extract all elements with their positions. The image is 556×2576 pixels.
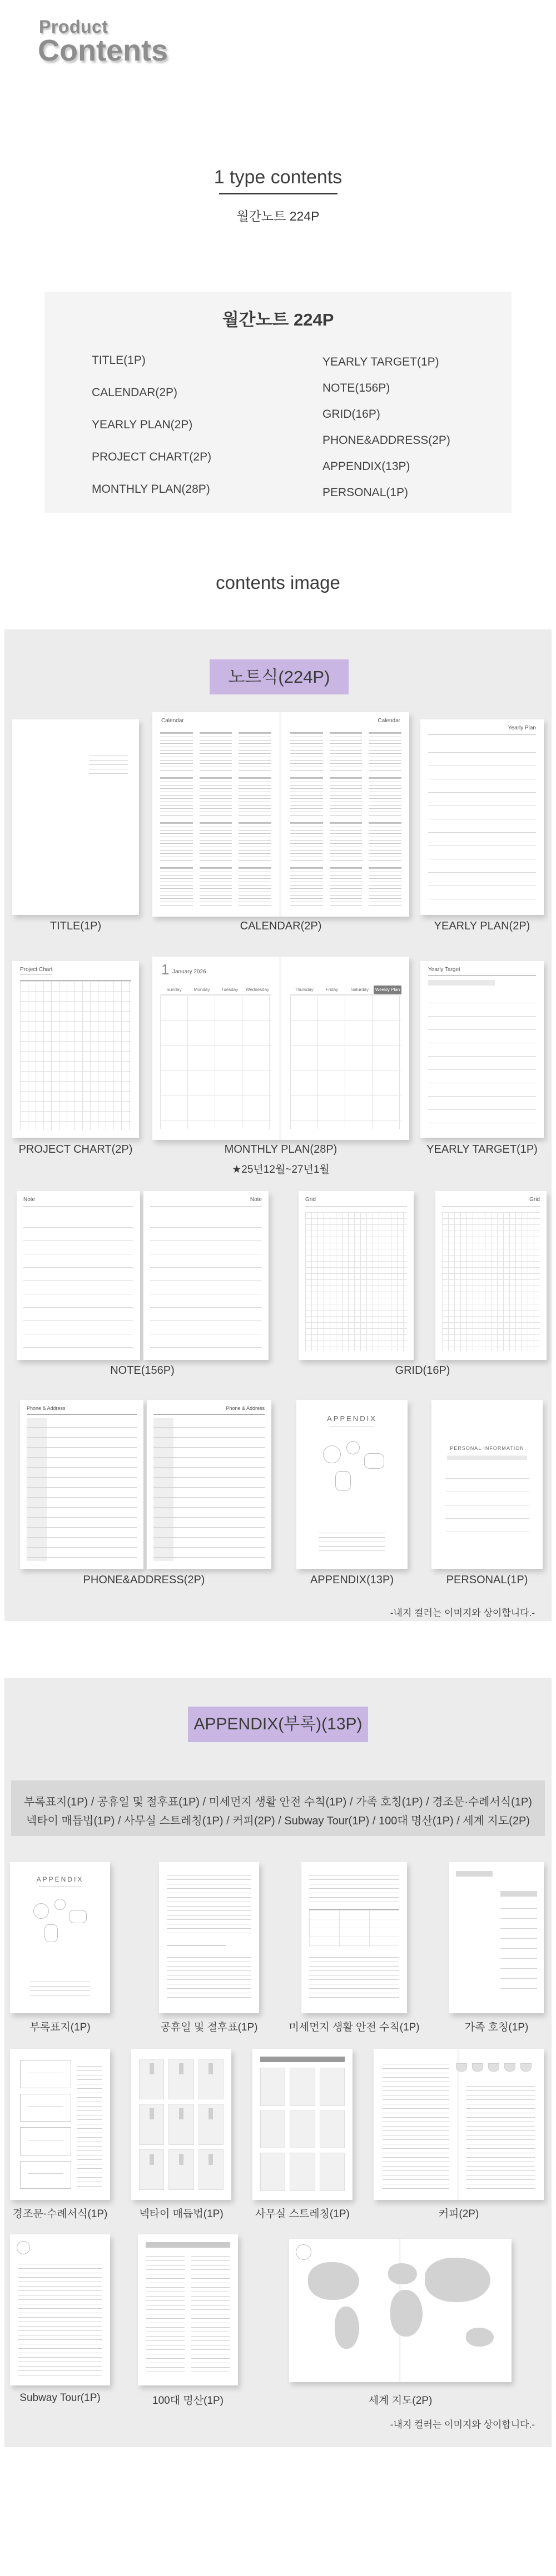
dense-text <box>167 1871 251 1937</box>
rule <box>167 1945 226 1946</box>
cover-doodle-icon <box>44 1924 58 1942</box>
caption-stretching: 사무실 스트레칭(1P) <box>255 2208 350 2220</box>
yearly-target-label: Yearly Target <box>428 967 460 973</box>
mini-month-grid <box>290 732 401 906</box>
chart-grid <box>20 980 131 1130</box>
necktie-step <box>198 2149 224 2190</box>
weekday: Tuesday <box>216 986 244 994</box>
table-header <box>146 2242 230 2248</box>
contents-list-left <box>92 354 211 515</box>
thumb-100-mountains <box>138 2234 238 2385</box>
stretch-step <box>290 2110 315 2149</box>
table-rows <box>27 1418 137 1561</box>
caption-grid: GRID(16P) <box>395 1364 450 1377</box>
caption-ceremony: 경조문·수례서식(1P) <box>12 2208 108 2220</box>
caption-phone: PHONE&ADDRESS(2P) <box>83 1574 205 1586</box>
weekly-plan-tab: Weekly Plan <box>374 986 401 994</box>
map-continent-shape <box>388 2263 417 2284</box>
necktie-step <box>168 2149 193 2190</box>
necktie-step <box>139 2104 164 2144</box>
thumb-stretching <box>252 2049 353 2200</box>
envelope-icon <box>20 2060 71 2088</box>
calendar-page-label: Calendar <box>378 718 400 724</box>
personal-label: PERSONAL INFORMATION <box>450 1445 524 1451</box>
thumb-world-map <box>289 2239 512 2382</box>
contents-summary-box <box>44 292 512 513</box>
table-header <box>500 1891 537 1897</box>
list-item: TITLE(1P) <box>92 354 146 367</box>
grid-label: Grid <box>305 1197 316 1203</box>
table-header <box>456 1871 493 1877</box>
envelope-icon <box>20 2127 71 2155</box>
stretch-step <box>320 2110 345 2149</box>
page-gutter <box>280 712 282 917</box>
dense-text <box>309 1871 399 1902</box>
list-item: CALENDAR(2P) <box>92 386 178 399</box>
coffee-cup-icon <box>520 2063 532 2072</box>
stretch-step <box>260 2068 285 2106</box>
cover-doodle-icon <box>323 1445 341 1463</box>
coffee-cup-icon <box>504 2063 515 2072</box>
month-grid <box>160 996 271 1129</box>
map-continent-shape <box>425 2258 490 2302</box>
phone-label: Phone & Address <box>226 1405 265 1411</box>
caption-subway: Subway Tour(1P) <box>19 2392 101 2404</box>
necktie-step <box>139 2059 164 2099</box>
note-label: Note <box>23 1197 36 1203</box>
list-item: YEARLY PLAN(2P) <box>92 418 193 431</box>
thumb-coffee-spread <box>374 2049 544 2200</box>
title-page-text-block <box>89 752 128 777</box>
necktie-step <box>139 2149 164 2190</box>
calendar-page-label: Calendar <box>161 718 184 724</box>
table-rows <box>500 1899 537 1991</box>
ruled-lines <box>23 1214 133 1351</box>
map-stamp-icon <box>296 2244 311 2260</box>
thumb-necktie <box>131 2049 231 2200</box>
stretch-step <box>290 2068 315 2106</box>
caption-mountains: 100대 명산(1P) <box>152 2395 224 2407</box>
note-style-panel <box>4 629 552 1621</box>
thumb-note-left <box>17 1191 140 1360</box>
cover-doodle-icon <box>69 1910 87 1923</box>
dense-text <box>191 2252 230 2375</box>
dense-text <box>167 1953 251 2000</box>
thumb-phone-left <box>20 1400 143 1569</box>
caption-holidays: 공휴일 및 절후표(1P) <box>160 2022 258 2033</box>
caption-worldmap: 세계 지도(2P) <box>368 2395 433 2407</box>
thumb-appendix-title <box>10 1862 110 2013</box>
rules-table <box>309 1909 399 1947</box>
cover-doodle-icon <box>335 1471 351 1491</box>
list-item: PERSONAL(1P) <box>322 486 409 499</box>
project-chart-label: Project Chart <box>20 967 52 974</box>
stretch-step <box>260 2153 285 2191</box>
thumb-ceremony-forms <box>10 2049 110 2200</box>
dense-text <box>309 1953 399 2000</box>
appendix-badge: APPENDIX(부록)(13P) <box>188 1707 368 1742</box>
dense-text <box>146 2252 185 2375</box>
dense-text <box>383 2060 449 2189</box>
panel-footnote: -내지 컬러는 이미지와 상이합니다.- <box>390 2419 535 2430</box>
page-gutter <box>280 957 282 1140</box>
appendix-panel <box>4 1678 552 2447</box>
cover-doodle-icon <box>33 1903 49 1919</box>
stretch-step <box>320 2068 345 2106</box>
contents-box-title: 월간노트 224P <box>222 310 334 329</box>
envelope-list <box>20 2060 71 2189</box>
panel-footnote: -내지 컬러는 이미지와 상이합니다.- <box>390 1608 535 1618</box>
appendix-cover-label: APPENDIX <box>36 1875 84 1883</box>
ruled-lines <box>150 1214 262 1351</box>
thumb-subway-tour <box>10 2234 110 2385</box>
thumb-family-titles <box>449 1862 544 2013</box>
weekday-header-left <box>160 986 271 994</box>
necktie-step <box>198 2104 224 2144</box>
mini-month-grid <box>160 732 271 906</box>
grid-pattern <box>442 1212 540 1351</box>
type-section-subtitle: 월간노트 224P <box>236 209 320 223</box>
caption-yearly-target: YEARLY TARGET(1P) <box>426 1143 538 1156</box>
table-rows <box>153 1418 265 1561</box>
coffee-cup-icon <box>456 2063 467 2072</box>
caption-monthly-range: ★25년12월~27년1월 <box>232 1164 330 1176</box>
necktie-step <box>168 2059 193 2099</box>
type-section-title: 1 type contents <box>214 167 342 188</box>
list-item: GRID(16P) <box>322 408 380 421</box>
thumb-yearly-plan <box>420 719 544 915</box>
map-continent-shape <box>390 2290 423 2337</box>
list-item: PHONE&ADDRESS(2P) <box>322 434 450 447</box>
ruled-lines <box>428 990 536 1129</box>
appendix-cover-label: APPENDIX <box>327 1414 377 1423</box>
map-continent-shape <box>308 2262 359 2300</box>
map-continent-shape <box>466 2328 494 2347</box>
page-header-band <box>260 2057 345 2062</box>
cover-text-block <box>319 1529 385 1552</box>
coffee-cup-icon <box>488 2063 499 2072</box>
envelope-icon <box>20 2094 71 2122</box>
thumb-phone-right <box>147 1400 271 1569</box>
coffee-cup-row <box>456 2063 532 2072</box>
stretch-step <box>290 2153 315 2191</box>
month-number: 1 <box>161 961 170 978</box>
note-label: Note <box>250 1197 262 1203</box>
thumb-yearly-target <box>420 961 544 1138</box>
caption-necktie: 넥타이 매듭법(1P) <box>139 2208 224 2220</box>
weekday: Sunday <box>160 986 188 994</box>
weekday-header-right <box>290 986 401 994</box>
contents-list-right <box>322 356 450 512</box>
thumb-grid-right <box>435 1191 547 1360</box>
note-style-badge: 노트식(224P) <box>210 659 349 694</box>
rule <box>153 1414 265 1415</box>
caption-monthly-plan: MONTHLY PLAN(28P) <box>224 1143 337 1156</box>
thumb-monthly-plan <box>152 957 409 1140</box>
weekday: Friday <box>318 986 346 994</box>
subtitle-bar <box>447 1455 527 1460</box>
necktie-step <box>168 2104 193 2144</box>
stretching-grid <box>260 2068 345 2191</box>
thumb-note-right <box>143 1191 269 1360</box>
dense-text <box>18 2260 102 2375</box>
caption-appendix: APPENDIX(13P) <box>310 1574 394 1586</box>
thumb-project-chart <box>12 961 139 1138</box>
list-item: PROJECT CHART(2P) <box>92 451 212 463</box>
thumb-dust-rules <box>301 1862 407 2013</box>
thumb-holidays <box>159 1862 259 2013</box>
caption-yearly-plan: YEARLY PLAN(2P) <box>434 920 530 932</box>
type-section-underline <box>219 193 337 194</box>
map-continent-shape <box>335 2307 359 2349</box>
grid-label: Grid <box>529 1197 540 1203</box>
caption-dust: 미세먼지 생활 안전 수칙(1P) <box>289 2022 420 2033</box>
grid-pattern <box>305 1212 407 1351</box>
thumb-calendar-spread <box>152 712 409 917</box>
thumb-title-page <box>12 719 139 915</box>
page-title: Contents <box>38 34 168 67</box>
rule <box>27 1414 137 1415</box>
weekday: Saturday <box>346 986 374 994</box>
caption-calendar: CALENDAR(2P) <box>240 920 322 932</box>
header-kicker: Product <box>39 17 108 37</box>
necktie-steps-grid <box>139 2059 224 2190</box>
cover-doodle-icon <box>364 1453 384 1469</box>
caption-title: TITLE(1P) <box>49 920 102 932</box>
appendix-description-band <box>11 1780 545 1836</box>
stretch-step <box>320 2153 345 2191</box>
caption-note: NOTE(156P) <box>110 1364 175 1377</box>
appendix-desc-line2: 넥타이 매듭법(1P) / 사무실 스트레칭(1P) / 커피(2P) / Subway Tour(1P) / 100대 명산(1P) / 세계 지도(2P) <box>26 1815 530 1827</box>
caption-project-chart: PROJECT CHART(2P) <box>18 1143 133 1156</box>
thumb-personal <box>431 1400 543 1569</box>
thumb-appendix-cover <box>296 1400 408 1569</box>
weekday: Wednesday <box>244 986 271 994</box>
cover-doodle-icon <box>346 1441 360 1454</box>
yearly-plan-label: Yearly Plan <box>508 725 536 731</box>
subtitle-bar <box>428 980 495 986</box>
table-rows <box>456 1879 493 2002</box>
ruled-lines <box>428 739 536 906</box>
subway-logo-icon <box>17 2241 30 2254</box>
month-grid <box>290 996 401 1129</box>
coffee-cup-icon <box>472 2063 483 2072</box>
appendix-desc-line1: 부록표지(1P) / 공휴일 및 절후표(1P) / 미세먼지 생활 안전 수칙(1P) / 가족 호칭(1P) / 경조문·수례서식(1P) <box>24 1796 532 1808</box>
cover-text-block <box>30 1978 90 1998</box>
cover-doodle-icon <box>54 1899 66 1910</box>
phone-label: Phone & Address <box>27 1405 66 1411</box>
ruled-lines <box>445 1465 529 1544</box>
envelope-icon <box>20 2161 71 2189</box>
caption-appendix-title: 부록표지(1P) <box>29 2022 91 2033</box>
caption-personal: PERSONAL(1P) <box>446 1574 528 1586</box>
month-title: January 2026 <box>172 969 206 975</box>
weekday: Monday <box>188 986 216 994</box>
dense-text <box>77 2062 102 2187</box>
weekday: Thursday <box>290 986 318 994</box>
necktie-step <box>198 2059 224 2099</box>
list-item: YEARLY TARGET(1P) <box>322 356 439 368</box>
image-section-title: contents image <box>216 572 340 593</box>
list-item: NOTE(156P) <box>322 382 390 394</box>
list-item: APPENDIX(13P) <box>322 460 410 473</box>
caption-family: 가족 호칭(1P) <box>464 2022 529 2033</box>
thumb-grid-left <box>299 1191 414 1360</box>
list-item: MONTHLY PLAN(28P) <box>92 483 210 496</box>
caption-coffee: 커피(2P) <box>438 2208 479 2220</box>
dense-text <box>466 2082 535 2189</box>
stretch-step <box>260 2110 285 2149</box>
